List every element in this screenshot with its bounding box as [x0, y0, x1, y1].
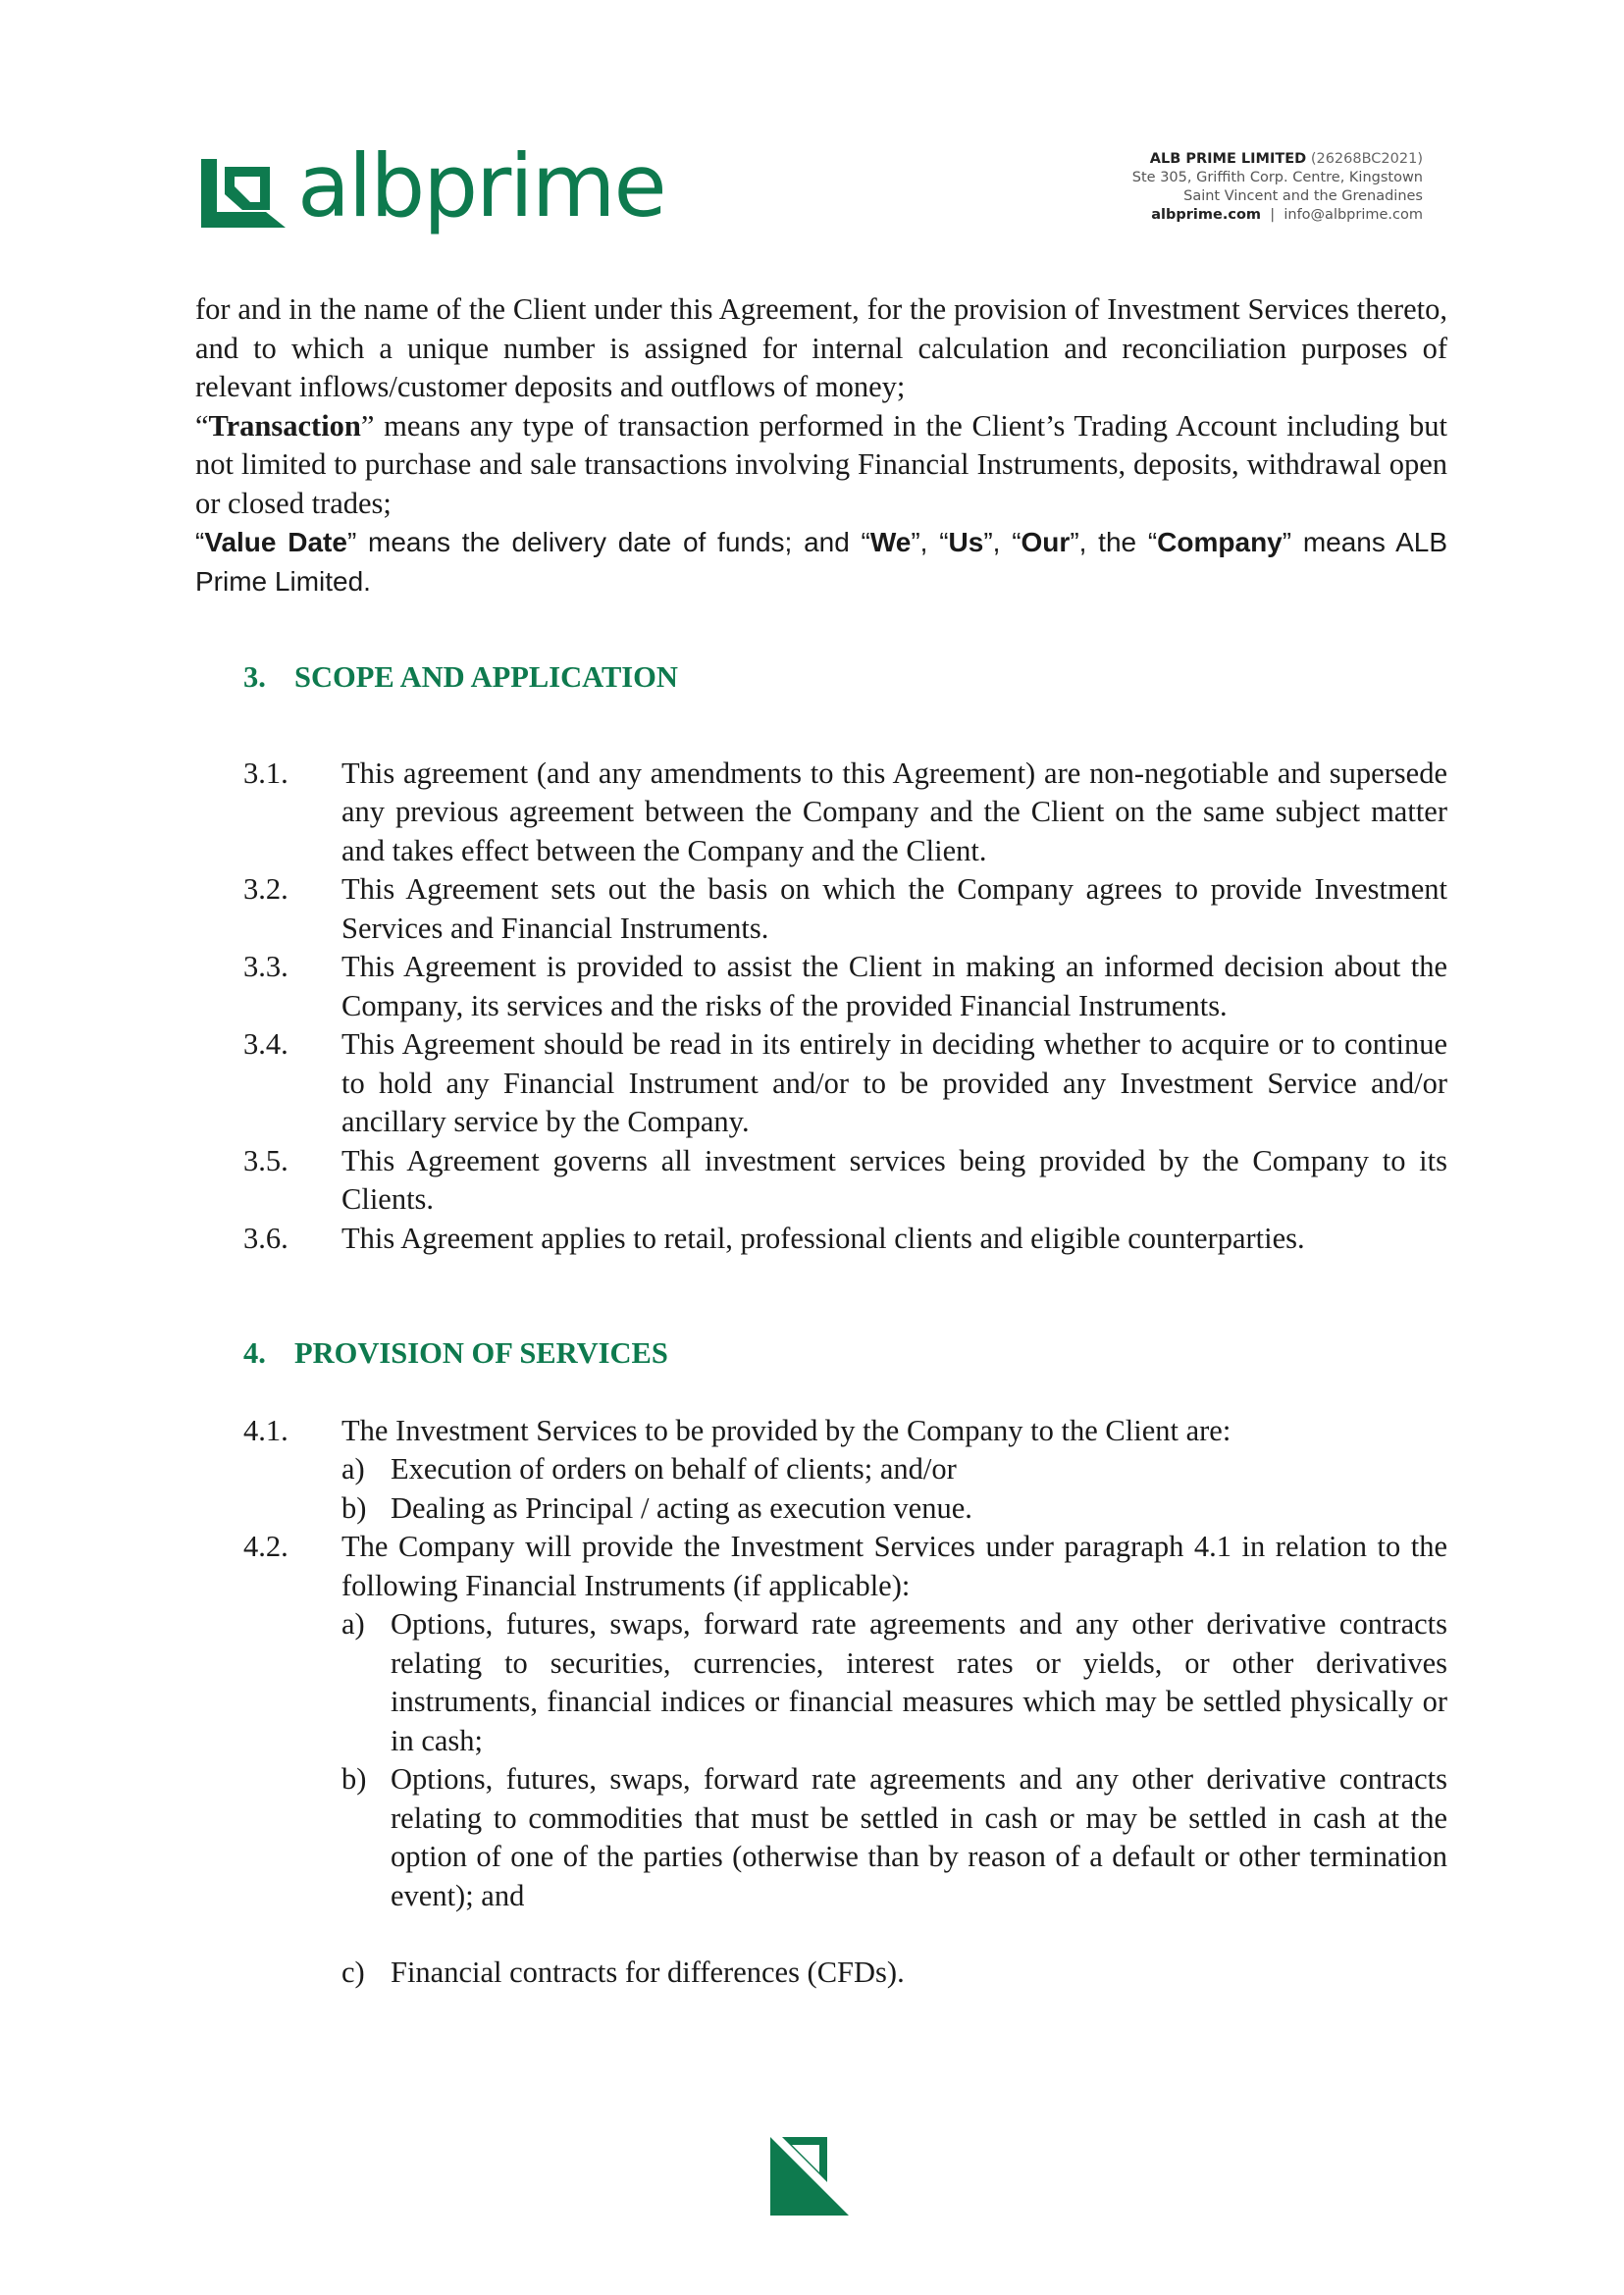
list-item-label: b) [341, 1490, 367, 1525]
clause-number: 4.1. [243, 1413, 288, 1447]
term-us: Us [948, 527, 984, 557]
address-line-1: Ste 305, Griffith Corp. Centre, Kingstown [1131, 170, 1423, 185]
the-connector: , the [1078, 527, 1148, 557]
clause-3-6 [195, 1220, 1447, 1259]
section-3-clauses [195, 755, 1447, 1259]
list-item-text: Dealing as Principal / acting as execution venue. [391, 1490, 972, 1525]
clause-number: 3.4. [243, 1027, 288, 1061]
clause-text: This Agreement applies to retail, professional clients and eligible counterparties. [341, 1221, 1305, 1255]
logo-mark-icon [201, 159, 289, 228]
list-item-label: b) [341, 1762, 367, 1796]
term-we: We [869, 527, 912, 557]
term-transaction: Transaction [208, 408, 361, 443]
section-4-clauses [195, 1412, 1447, 1993]
clause-text: This Agreement sets out the basis on which the Company agrees to provide Investment Services and Financial Instruments. [341, 872, 1447, 945]
section-3-title: SCOPE AND APPLICATION [294, 660, 678, 694]
term-value-date: Value Date [204, 527, 347, 557]
clause-text: This agreement (and any amendments to this Agreement) are non-negotiable and supersede any previous agreement between the Company and the Client on the same subject matter and takes effect between the Company and the Client. [341, 756, 1447, 867]
clause-4-2 [195, 1528, 1447, 1993]
company-logo [201, 135, 672, 245]
transaction-definition-text: means any type of transaction performed in the Client’s Trading Account including but not limited to purchase and sale transactions involving Financial Instruments, deposits, withdrawal open or closed trades; [195, 408, 1447, 520]
clause-number: 3.6. [243, 1221, 288, 1255]
clause-number: 4.2. [243, 1530, 288, 1563]
list-item [341, 1450, 1447, 1489]
clause-3-2 [195, 870, 1447, 948]
section-4-heading [195, 1334, 1447, 1374]
clause-3-5 [195, 1142, 1447, 1220]
list-item [341, 1954, 1447, 1993]
clause-4-1 [195, 1412, 1447, 1529]
list-item-label: c) [341, 1956, 365, 1989]
definition-value-date: “Value Date” means the delivery date of funds; and “We”, “Us”, “Our”, the “Company” means ALB Prime Limited. [195, 527, 1447, 597]
company-name-row [1011, 150, 1423, 169]
company-info [1011, 150, 1423, 225]
list-item-text: Execution of orders on behalf of clients; and/or [391, 1452, 957, 1486]
definition-continuation: for and in the name of the Client under this Agreement, for the provision of Investment Services thereto, and to which a unique number is assigned for internal calculation and reconciliation purposes of relevant inflows/customer deposits and outflows of money; [195, 292, 1447, 403]
clause-number: 3.5. [243, 1143, 288, 1177]
list-item [341, 1760, 1447, 1915]
list-item-text: Options, futures, swaps, forward rate agreements and any other derivative contracts relating to commodities that must be settled in cash or may be settled in cash at the option of one of the parties (otherwise than by reason of a default or other termination event); and [391, 1762, 1447, 1912]
logo-wordmark: albprime [297, 135, 665, 236]
email-link[interactable]: info@albprime.com [1283, 207, 1423, 223]
footer-logo-mark-icon [770, 2137, 849, 2216]
clause-number: 3.2. [243, 872, 288, 906]
list-item-label: a) [341, 1607, 365, 1641]
clause-text: This Agreement is provided to assist the Client in making an informed decision about the Company, its services and the risks of the provided Financial Instruments. [341, 950, 1447, 1022]
contact-row [1011, 206, 1423, 225]
document-body [195, 290, 1447, 1993]
term-our: Our [1021, 527, 1071, 557]
clause-3-4 [195, 1025, 1447, 1142]
list-item-text: Options, futures, swaps, forward rate agreements and any other derivative contracts relating to securities, currencies, interest rates or yields, or other derivatives instruments, financial indices or financial measures which may be settled physically or in cash; [391, 1607, 1447, 1757]
clause-3-3 [195, 948, 1447, 1025]
section-4-number: 4. [243, 1336, 266, 1370]
clause-number: 3.3. [243, 950, 288, 983]
clause-number: 3.1. [243, 756, 288, 790]
clause-text: The Company will provide the Investment Services under paragraph 4.1 in relation to the following Financial Instruments (if applicable): [341, 1530, 1447, 1602]
clause-3-1 [195, 755, 1447, 871]
clause-text: This Agreement governs all investment services being provided by the Company to its Clients. [341, 1143, 1447, 1216]
company-name: ALB PRIME LIMITED [1149, 151, 1307, 167]
company-reg: (26268BC2021) [1310, 151, 1423, 167]
section-4-title: PROVISION OF SERVICES [294, 1336, 668, 1370]
list-item-text: Financial contracts for differences (CFDs). [391, 1956, 905, 1989]
company-definition-text: means ALB Prime Limited. [195, 527, 1447, 597]
address-line-2: Saint Vincent and the Grenadines [1183, 188, 1423, 204]
section-3-heading [195, 658, 1447, 698]
section-3-number: 3. [243, 660, 266, 694]
definition-transaction: “Transaction” means any type of transaction performed in the Client’s Trading Account including but not limited to purchase and sale transactions involving Financial Instruments, deposits, withdrawal open or closed trades; [195, 408, 1447, 520]
list-item-label: a) [341, 1452, 365, 1486]
clause-text: The Investment Services to be provided by the Company to the Client are: [341, 1413, 1231, 1447]
clause-text: This Agreement should be read in its entirely in deciding whether to acquire or to continue to hold any Financial Instrument and/or to be provided any Investment Service and/or ancillary service by the Company. [341, 1027, 1447, 1138]
term-company: Company [1157, 527, 1283, 557]
list-item [341, 1489, 1447, 1529]
contact-separator: | [1270, 207, 1276, 223]
list-item [341, 1605, 1447, 1760]
website-link[interactable]: albprime.com [1151, 207, 1262, 223]
value-date-text: means the delivery date of funds; and [356, 527, 862, 557]
